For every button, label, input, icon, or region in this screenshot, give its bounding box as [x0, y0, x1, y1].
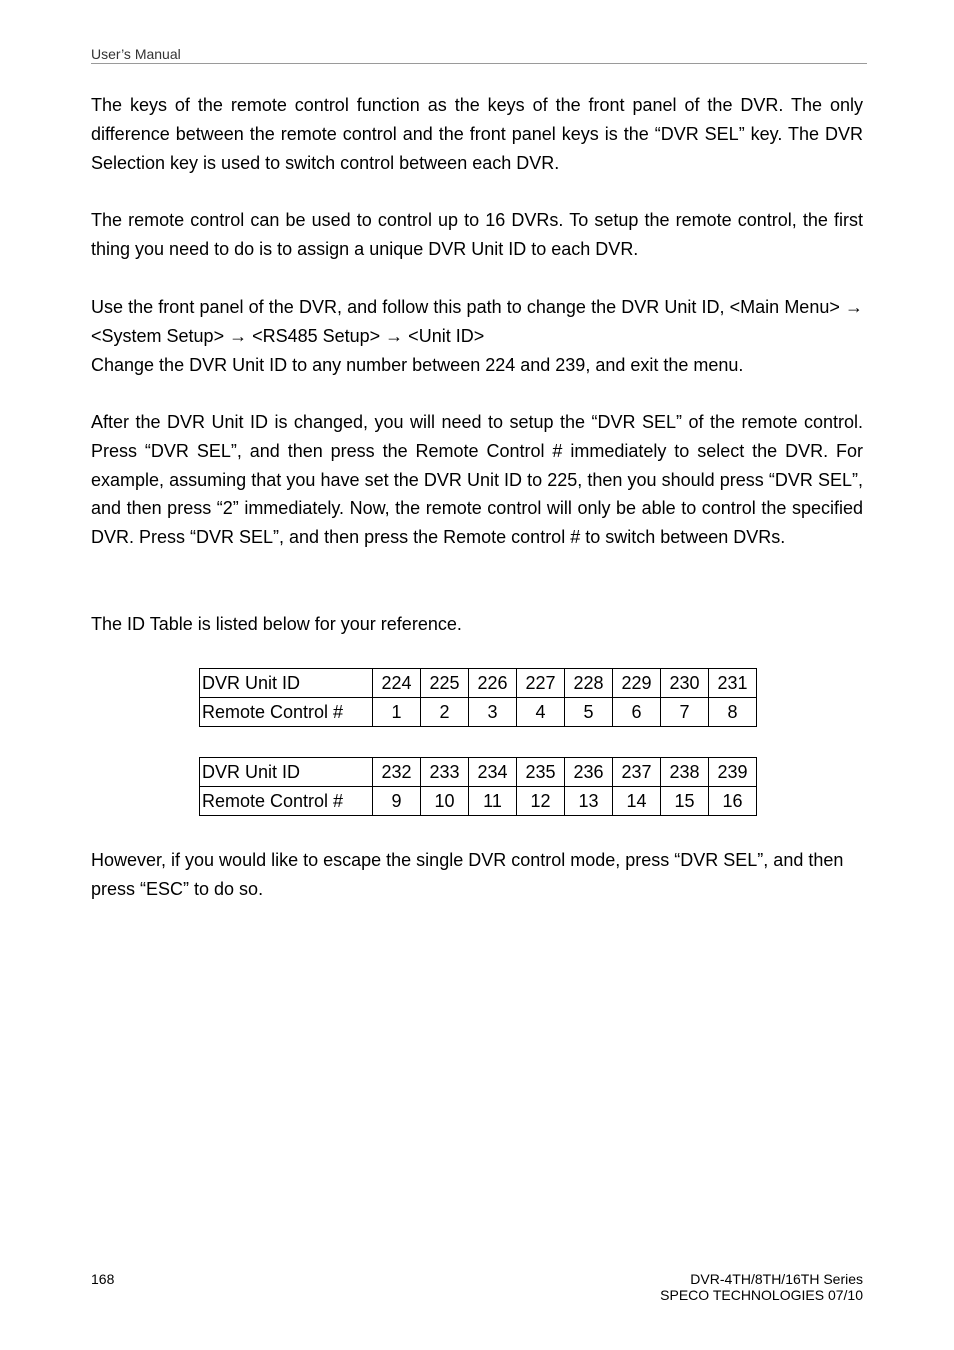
table-cell-label: DVR Unit ID: [200, 758, 373, 787]
table-cell-label: DVR Unit ID: [200, 669, 373, 698]
table-cell: 238: [661, 758, 709, 787]
paragraph-remote-setup: [91, 206, 863, 264]
table-cell: 2: [421, 698, 469, 727]
paragraph-text: The ID Table is listed below for your reference.: [91, 614, 462, 634]
table-cell: 3: [469, 698, 517, 727]
table-cell: 224: [373, 669, 421, 698]
table-cell: 1: [373, 698, 421, 727]
table-row: [200, 669, 757, 698]
page-footer-info: [660, 1271, 863, 1303]
paragraph-text: However, if you would like to escape the single DVR control mode, press “DVR SEL”, and then press “ESC” to do so.: [91, 850, 844, 899]
table-cell: 229: [613, 669, 661, 698]
id-table-2: [199, 757, 757, 816]
table-cell: 14: [613, 787, 661, 816]
id-table-1: [199, 668, 757, 727]
table-cell: 226: [469, 669, 517, 698]
paragraph-id-table-intro: [91, 610, 863, 639]
table-row: [200, 758, 757, 787]
table-cell: 236: [565, 758, 613, 787]
table-cell-label: Remote Control #: [200, 787, 373, 816]
paragraph-text: The remote control can be used to control up to 16 DVRs. To setup the remote control, the first thing you need to do is to assign a unique DVR Unit ID to each DVR.: [91, 210, 863, 259]
table-cell: 11: [469, 787, 517, 816]
table-cell: 235: [517, 758, 565, 787]
table-row: [200, 698, 757, 727]
header-title: User’s Manual: [91, 46, 181, 62]
table-cell: 9: [373, 787, 421, 816]
paragraph-text: Use the front panel of the DVR, and follow this path to change the DVR Unit ID, <Main Menu> → <System Setup> → <RS485 Setup> → <Unit ID>: [91, 297, 863, 346]
table-cell: 232: [373, 758, 421, 787]
paragraph-text: The keys of the remote control function as the keys of the front panel of the DVR. The only difference between the remote control and the front panel keys is the “DVR SEL” key. The DVR Selection key is used to switch control between each DVR.: [91, 95, 863, 173]
paragraph-escape-mode: [91, 846, 863, 904]
table-cell: 16: [709, 787, 757, 816]
paragraph-dvr-sel-usage: [91, 408, 863, 552]
table-cell: 4: [517, 698, 565, 727]
table-cell: 233: [421, 758, 469, 787]
table-cell: 231: [709, 669, 757, 698]
table-cell: 227: [517, 669, 565, 698]
page-header: [91, 45, 867, 64]
table-cell: 15: [661, 787, 709, 816]
table-cell: 10: [421, 787, 469, 816]
table-cell: 237: [613, 758, 661, 787]
page-number: 168: [91, 1271, 115, 1287]
table-cell: 239: [709, 758, 757, 787]
table-cell: 13: [565, 787, 613, 816]
table-cell: 225: [421, 669, 469, 698]
paragraph-dvr-sel-intro: [91, 91, 863, 177]
table-cell: 6: [613, 698, 661, 727]
footer-company: SPECO TECHNOLOGIES 07/10: [660, 1287, 863, 1303]
paragraph-text: After the DVR Unit ID is changed, you will need to setup the “DVR SEL” of the remote control. Press “DVR SEL”, and then press the Remote Control # immediately to select the DVR. For example, assuming that you have set the DVR Unit ID to 225, then you should press “DVR SEL”, and then press “2” immediately. Now, the remote control will only be able to control the specified DVR. Press “DVR SEL”, and then press the Remote control # to switch between DVRs.: [91, 412, 863, 548]
table-cell: 8: [709, 698, 757, 727]
table-cell: 12: [517, 787, 565, 816]
table-cell-label: Remote Control #: [200, 698, 373, 727]
table-row: [200, 787, 757, 816]
paragraph-unit-id-path: [91, 293, 863, 379]
footer-series: DVR-4TH/8TH/16TH Series: [690, 1271, 863, 1287]
table-cell: 228: [565, 669, 613, 698]
table-cell: 234: [469, 758, 517, 787]
table-cell: 230: [661, 669, 709, 698]
paragraph-text: Change the DVR Unit ID to any number between 224 and 239, and exit the menu.: [91, 354, 744, 375]
table-cell: 7: [661, 698, 709, 727]
table-cell: 5: [565, 698, 613, 727]
